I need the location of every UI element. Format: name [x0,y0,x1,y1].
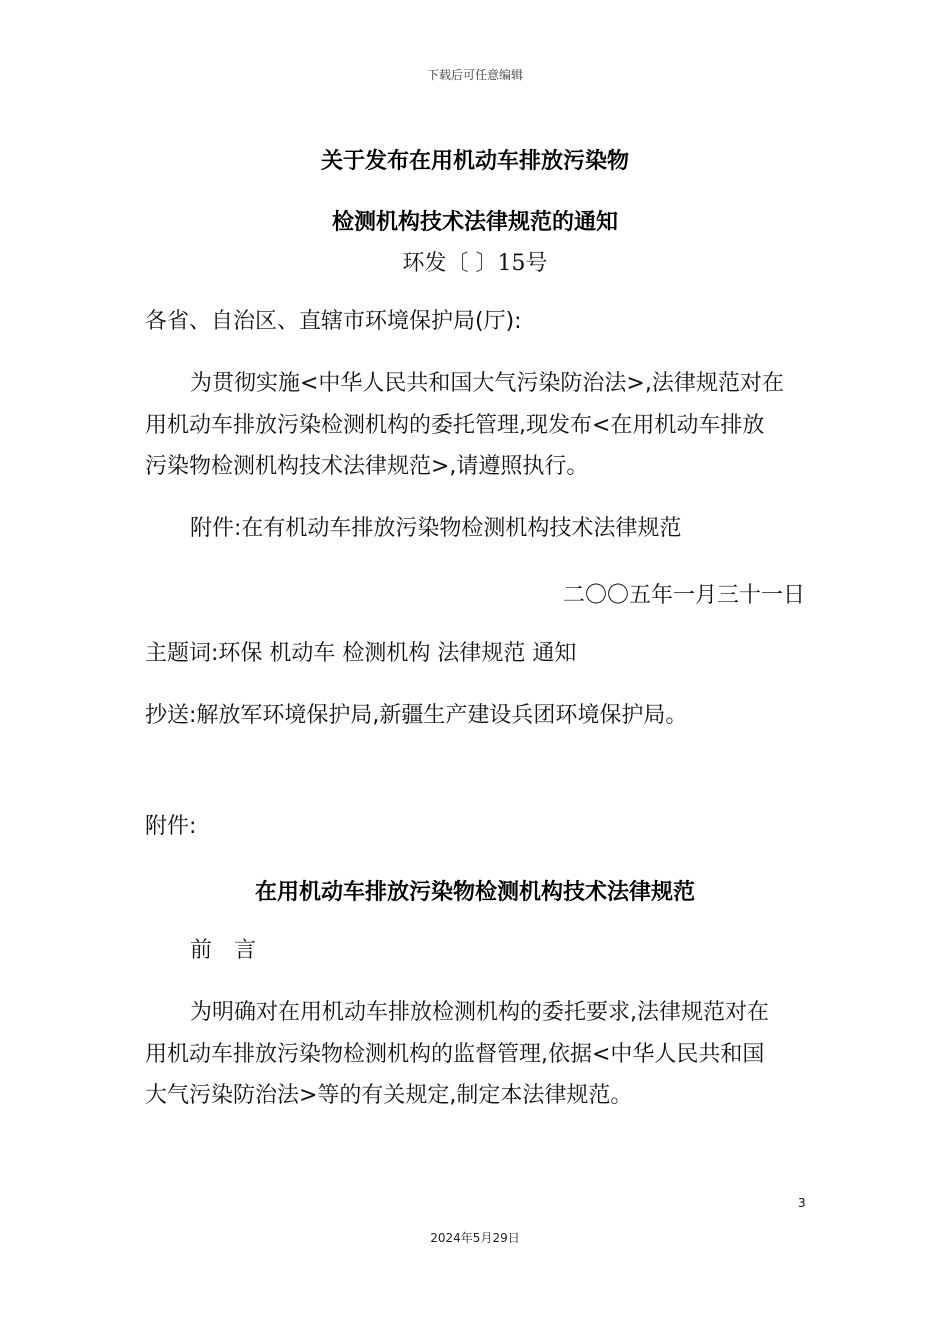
attachment-note: 附件:在有机动车排放污染物检测机构技术法律规范 [190,516,682,541]
keywords: 主题词:环保 机动车 检测机构 法律规范 通知 [145,641,577,666]
cc-recipients: 抄送:解放军环境保护局,新疆生产建设兵团环境保护局。 [145,703,688,728]
issue-date: 二〇〇五年一月三十一日 [562,583,805,608]
title-line-1: 关于发布在用机动车排放污染物 [320,149,629,174]
body-line: 污染物检测机构技术法律规范>,请遵照执行。 [145,454,589,479]
addressee: 各省、自治区、直辖市环境保护局(厅): [145,309,522,334]
attachment-label: 附件: [145,814,197,839]
preface-heading: 前 言 [190,938,257,963]
document-number: 环发〔 〕15号 [402,251,548,276]
page-header: 下载后可任意编辑 [426,68,523,82]
page-number: 3 [798,1196,806,1210]
preface-line: 为明确对在用机动车排放检测机构的委托要求,法律规范对在 [190,1000,769,1025]
preface-line: 大气污染防治法>等的有关规定,制定本法律规范。 [145,1083,633,1108]
footer-date: 2024年5月29日 [430,1231,520,1245]
body-line: 为贯彻实施<中华人民共和国大气污染防治法>,法律规范对在 [190,371,784,396]
attachment-title: 在用机动车排放污染物检测机构技术法律规范 [254,880,695,905]
body-line: 用机动车排放污染检测机构的委托管理,现发布<在用机动车排放 [145,413,765,438]
preface-line: 用机动车排放污染物检测机构的监督管理,依据<中华人民共和国 [145,1042,765,1067]
title-line-2: 检测机构技术法律规范的通知 [331,210,618,235]
